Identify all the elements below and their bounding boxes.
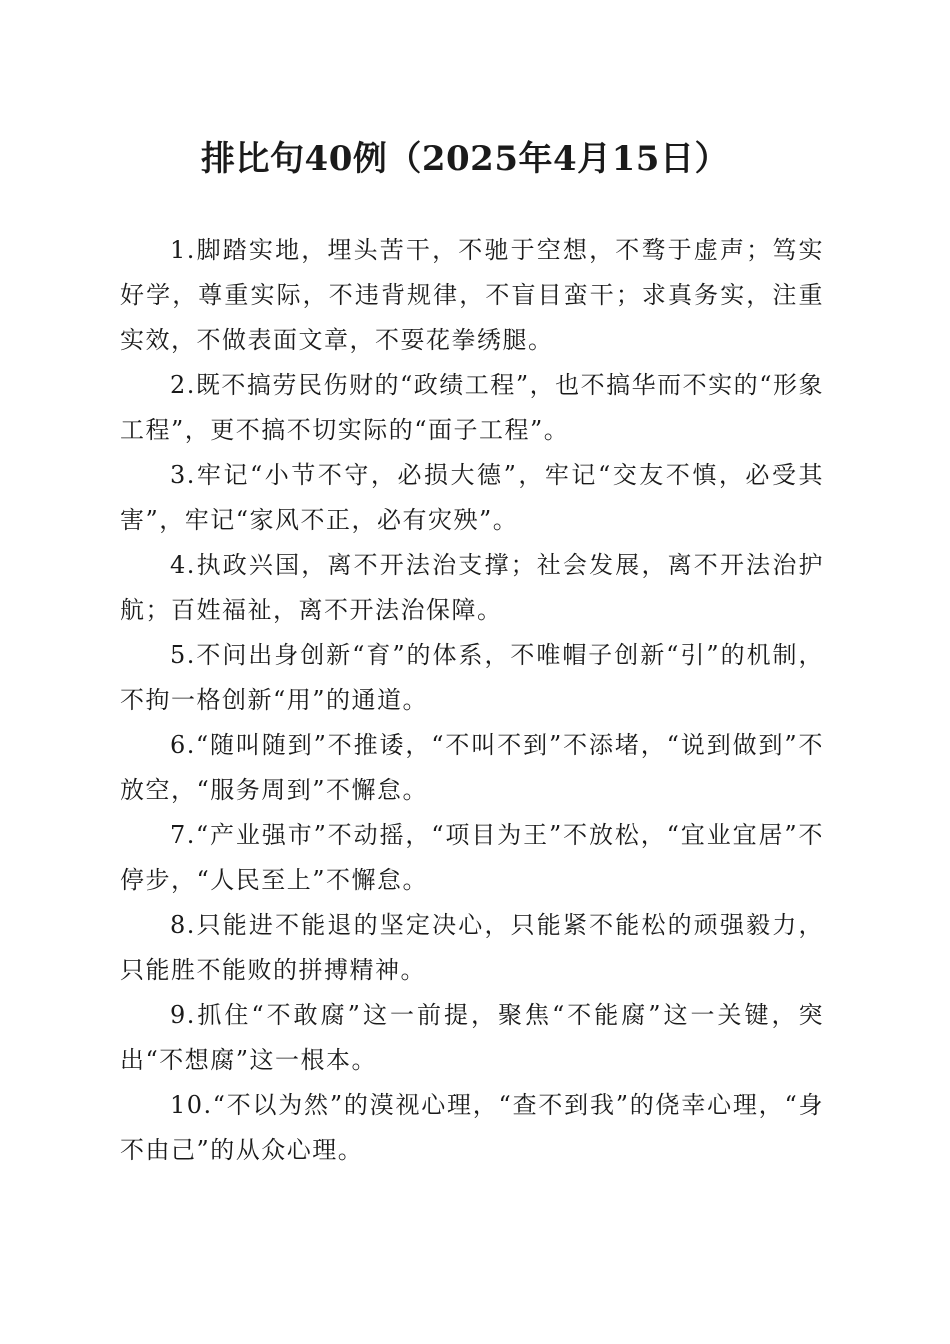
- paragraph-7: 7.“产业强市”不动摇，“项目为王”不放松，“宜业宜居”不停步，“人民至上”不懈怠。: [120, 821, 824, 894]
- document-body: [120, 228, 824, 1173]
- document-title: 排比句40例（2025年4月15日）: [201, 139, 729, 179]
- paragraph-3: 3.牢记“小节不守，必损大德”，牢记“交友不慎，必受其害”，牢记“家风不正，必有灾殃”。: [120, 461, 824, 534]
- paragraph-8: 8.只能进不能退的坚定决心，只能紧不能松的顽强毅力，只能胜不能败的拼搏精神。: [120, 911, 824, 984]
- paragraph-2: 2.既不搞劳民伤财的“政绩工程”，也不搞华而不实的“形象工程”，更不搞不切实际的“面子工程”。: [120, 371, 824, 444]
- paragraph-9: 9.抓住“不敢腐”这一前提，聚焦“不能腐”这一关键，突出“不想腐”这一根本。: [120, 1001, 824, 1074]
- paragraph-4: 4.执政兴国，离不开法治支撑；社会发展，离不开法治护航；百姓福祉，离不开法治保障。: [120, 551, 824, 624]
- paragraph-1: 1.脚踏实地，埋头苦干，不驰于空想，不骛于虚声；笃实好学，尊重实际，不违背规律，不盲目蛮干；求真务实，注重实效，不做表面文章，不耍花拳绣腿。: [120, 236, 824, 354]
- paragraph-5: 5.不问出身创新“育”的体系，不唯帽子创新“引”的机制，不拘一格创新“用”的通道。: [120, 641, 824, 714]
- paragraph-6: 6.“随叫随到”不推诿，“不叫不到”不添堵，“说到做到”不放空，“服务周到”不懈怠。: [120, 731, 824, 804]
- paragraph-10: 10.“不以为然”的漠视心理，“查不到我”的侥幸心理，“身不由己”的从众心理。: [120, 1091, 824, 1164]
